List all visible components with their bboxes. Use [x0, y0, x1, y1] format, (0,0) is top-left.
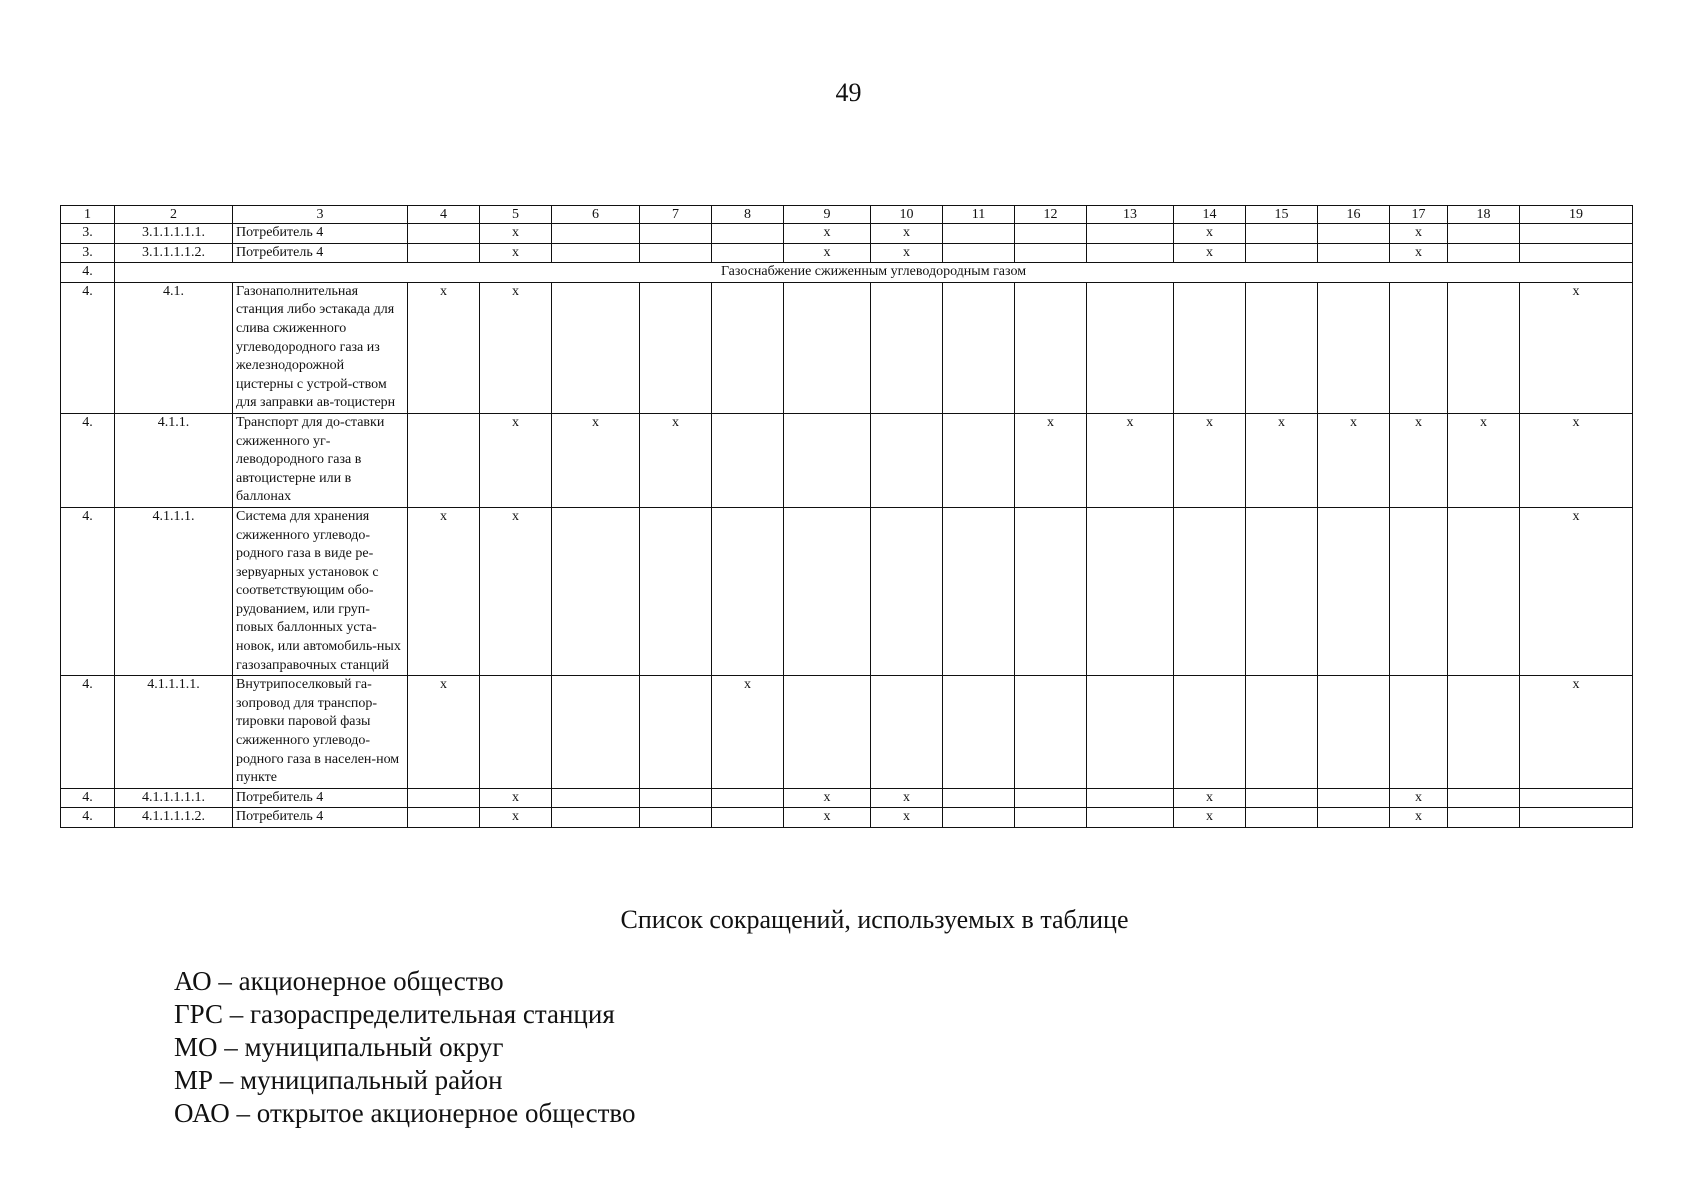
mark-cell — [1390, 676, 1448, 789]
row-code-cell: 4.1. — [115, 282, 233, 413]
abbreviation-item: МО – муниципальный округ — [174, 1032, 504, 1062]
column-number-cell: 16 — [1318, 206, 1390, 224]
mark-cell — [712, 507, 784, 675]
mark-cell: x — [408, 676, 480, 789]
mark-cell — [1246, 243, 1318, 263]
abbreviation-item: ГРС – газораспределительная станция — [174, 999, 615, 1029]
column-number-cell: 7 — [640, 206, 712, 224]
mark-cell: x — [1174, 243, 1246, 263]
mark-cell: x — [871, 224, 943, 244]
abbreviation-item: МР – муниципальный район — [174, 1065, 503, 1095]
mark-cell — [552, 224, 640, 244]
mark-cell — [784, 676, 871, 789]
mark-cell — [1246, 224, 1318, 244]
mark-cell — [1015, 507, 1087, 675]
mark-cell — [408, 788, 480, 808]
abbreviation-item: АО – акционерное общество — [174, 966, 504, 996]
row-description-cell: Газонаполнительная станция либо эстакада для слива сжиженного углеводородного газа из железнодорожной цистерны с устрой-ством для заправки ав-тоцистерн — [233, 282, 408, 413]
row-code-cell: 3.1.1.1.1.2. — [115, 243, 233, 263]
table-row — [61, 224, 1633, 244]
mark-cell — [943, 808, 1015, 828]
mark-cell — [712, 413, 784, 507]
mark-cell — [943, 243, 1015, 263]
mark-cell — [1520, 224, 1633, 244]
mark-cell — [640, 788, 712, 808]
mark-cell — [712, 224, 784, 244]
mark-cell — [1448, 788, 1520, 808]
row-description-cell: Потребитель 4 — [233, 808, 408, 828]
column-number-cell: 9 — [784, 206, 871, 224]
row-code-cell: 4.1.1.1. — [115, 507, 233, 675]
mark-cell: x — [1390, 224, 1448, 244]
mark-cell — [871, 676, 943, 789]
mark-cell — [1174, 282, 1246, 413]
mark-cell — [408, 224, 480, 244]
mark-cell — [943, 224, 1015, 244]
column-number-cell: 4 — [408, 206, 480, 224]
mark-cell — [1015, 676, 1087, 789]
column-number-cell: 10 — [871, 206, 943, 224]
mark-cell: x — [1390, 243, 1448, 263]
table-row — [61, 413, 1633, 507]
mark-cell — [784, 507, 871, 675]
row-code-cell: 4.1.1.1.1.1. — [115, 788, 233, 808]
mark-cell — [1015, 243, 1087, 263]
row-code-cell: 4.1.1.1.1. — [115, 676, 233, 789]
mark-cell: x — [480, 243, 552, 263]
row-description-cell: Внутрипоселковый га-зопровод для транспор-тировки паровой фазы сжиженного углеводо-родного газа в населен-ном пункте — [233, 676, 408, 789]
mark-cell: x — [1174, 788, 1246, 808]
mark-cell — [1246, 676, 1318, 789]
mark-cell — [1087, 507, 1174, 675]
mark-cell: x — [784, 224, 871, 244]
mark-cell — [712, 788, 784, 808]
row-description-cell: Потребитель 4 — [233, 788, 408, 808]
mark-cell — [1087, 282, 1174, 413]
mark-cell: x — [1246, 413, 1318, 507]
section-row — [61, 263, 1633, 283]
mark-cell: x — [480, 788, 552, 808]
mark-cell: x — [1015, 413, 1087, 507]
mark-cell — [1015, 224, 1087, 244]
mark-cell: x — [784, 243, 871, 263]
mark-cell: x — [480, 224, 552, 244]
abbreviations-caption: Список сокращений, используемых в таблице — [620, 905, 1129, 934]
mark-cell — [1015, 808, 1087, 828]
mark-cell — [1448, 676, 1520, 789]
mark-cell — [1087, 808, 1174, 828]
mark-cell: x — [408, 507, 480, 675]
mark-cell — [1087, 676, 1174, 789]
mark-cell — [552, 788, 640, 808]
mark-cell: x — [1520, 507, 1633, 675]
row-description-cell: Система для хранения сжиженного углеводо-родного газа в виде ре-зервуарных установок с соответствующим обо-рудованием, или груп-повых баллонных уста-новок, или автомобиль-ных газозаправочных станций — [233, 507, 408, 675]
mark-cell — [1087, 788, 1174, 808]
mark-cell — [943, 413, 1015, 507]
mark-cell — [784, 282, 871, 413]
page-number: 49 — [835, 78, 862, 107]
mark-cell: x — [871, 243, 943, 263]
mark-cell — [1246, 282, 1318, 413]
table-row — [61, 507, 1633, 675]
row-group-cell: 4. — [61, 788, 115, 808]
row-group-cell: 4. — [61, 263, 115, 283]
mark-cell — [1318, 243, 1390, 263]
mark-cell — [552, 808, 640, 828]
column-number-cell: 17 — [1390, 206, 1448, 224]
abbreviations-list — [174, 965, 636, 1130]
mark-cell — [1087, 224, 1174, 244]
mark-cell: x — [1520, 282, 1633, 413]
mark-cell: x — [712, 676, 784, 789]
mark-cell — [1520, 788, 1633, 808]
mark-cell: x — [1390, 413, 1448, 507]
abbreviation-item: ОАО – открытое акционерное общество — [174, 1098, 636, 1128]
mark-cell: x — [480, 507, 552, 675]
column-number-cell: 14 — [1174, 206, 1246, 224]
mark-cell: x — [1318, 413, 1390, 507]
table-row — [61, 808, 1633, 828]
mark-cell — [1318, 676, 1390, 789]
mark-cell — [480, 676, 552, 789]
column-number-cell: 6 — [552, 206, 640, 224]
column-number-cell: 15 — [1246, 206, 1318, 224]
column-number-cell: 3 — [233, 206, 408, 224]
row-code-cell: 4.1.1.1.1.2. — [115, 808, 233, 828]
table-header-row — [61, 206, 1633, 224]
mark-cell — [871, 413, 943, 507]
mark-cell: x — [871, 808, 943, 828]
column-number-cell: 18 — [1448, 206, 1520, 224]
mark-cell — [1174, 676, 1246, 789]
mark-cell — [1448, 243, 1520, 263]
column-number-cell: 19 — [1520, 206, 1633, 224]
mark-cell: x — [1520, 676, 1633, 789]
mark-cell: x — [1520, 413, 1633, 507]
row-group-cell: 4. — [61, 676, 115, 789]
column-number-cell: 13 — [1087, 206, 1174, 224]
table-row — [61, 788, 1633, 808]
mark-cell — [943, 507, 1015, 675]
mark-cell: x — [871, 788, 943, 808]
mark-cell — [1246, 808, 1318, 828]
row-group-cell: 4. — [61, 413, 115, 507]
row-code-cell: 3.1.1.1.1.1. — [115, 224, 233, 244]
mark-cell: x — [1448, 413, 1520, 507]
column-number-cell: 12 — [1015, 206, 1087, 224]
mark-cell: x — [480, 808, 552, 828]
table-row — [61, 282, 1633, 413]
mark-cell: x — [784, 808, 871, 828]
mark-cell: x — [1174, 413, 1246, 507]
column-number-cell: 11 — [943, 206, 1015, 224]
mark-cell — [943, 676, 1015, 789]
table-body — [61, 206, 1633, 828]
mark-cell — [943, 788, 1015, 808]
column-number-cell: 5 — [480, 206, 552, 224]
mark-cell — [552, 507, 640, 675]
mark-cell — [871, 507, 943, 675]
row-description-cell: Потребитель 4 — [233, 243, 408, 263]
mark-cell — [640, 243, 712, 263]
row-group-cell: 4. — [61, 507, 115, 675]
mark-cell — [1448, 282, 1520, 413]
mark-cell: x — [480, 282, 552, 413]
mark-cell — [712, 243, 784, 263]
mark-cell: x — [480, 413, 552, 507]
row-group-cell: 3. — [61, 224, 115, 244]
mark-cell — [712, 808, 784, 828]
data-table — [60, 205, 1633, 828]
mark-cell: x — [1174, 808, 1246, 828]
mark-cell — [712, 282, 784, 413]
mark-cell: x — [1390, 788, 1448, 808]
mark-cell — [640, 808, 712, 828]
mark-cell — [1318, 507, 1390, 675]
mark-cell — [1448, 507, 1520, 675]
mark-cell: x — [1174, 224, 1246, 244]
mark-cell — [784, 413, 871, 507]
mark-cell — [640, 507, 712, 675]
mark-cell — [408, 413, 480, 507]
mark-cell — [640, 676, 712, 789]
mark-cell — [552, 243, 640, 263]
mark-cell — [1087, 243, 1174, 263]
row-group-cell: 3. — [61, 243, 115, 263]
section-title-cell: Газоснабжение сжиженным углеводородным газом — [115, 263, 1633, 283]
column-number-cell: 1 — [61, 206, 115, 224]
mark-cell — [640, 282, 712, 413]
mark-cell — [408, 808, 480, 828]
mark-cell — [1015, 788, 1087, 808]
mark-cell — [943, 282, 1015, 413]
table-row — [61, 243, 1633, 263]
row-group-cell: 4. — [61, 808, 115, 828]
mark-cell — [408, 243, 480, 263]
mark-cell — [1448, 808, 1520, 828]
row-group-cell: 4. — [61, 282, 115, 413]
mark-cell — [1318, 788, 1390, 808]
mark-cell: x — [640, 413, 712, 507]
mark-cell — [1318, 224, 1390, 244]
mark-cell — [1246, 788, 1318, 808]
row-description-cell: Потребитель 4 — [233, 224, 408, 244]
row-code-cell: 4.1.1. — [115, 413, 233, 507]
mark-cell: x — [552, 413, 640, 507]
row-description-cell: Транспорт для до-ставки сжиженного уг-леводородного газа в автоцистерне или в баллонах — [233, 413, 408, 507]
mark-cell — [1520, 243, 1633, 263]
table-row — [61, 676, 1633, 789]
mark-cell — [1246, 507, 1318, 675]
mark-cell: x — [408, 282, 480, 413]
column-number-cell: 8 — [712, 206, 784, 224]
mark-cell — [552, 282, 640, 413]
mark-cell — [1318, 282, 1390, 413]
mark-cell — [1520, 808, 1633, 828]
mark-cell: x — [1087, 413, 1174, 507]
column-number-cell: 2 — [115, 206, 233, 224]
mark-cell — [1318, 808, 1390, 828]
mark-cell — [552, 676, 640, 789]
mark-cell — [640, 224, 712, 244]
mark-cell: x — [784, 788, 871, 808]
mark-cell — [1390, 507, 1448, 675]
mark-cell — [1390, 282, 1448, 413]
mark-cell: x — [1390, 808, 1448, 828]
mark-cell — [1015, 282, 1087, 413]
mark-cell — [1448, 224, 1520, 244]
mark-cell — [1174, 507, 1246, 675]
mark-cell — [871, 282, 943, 413]
